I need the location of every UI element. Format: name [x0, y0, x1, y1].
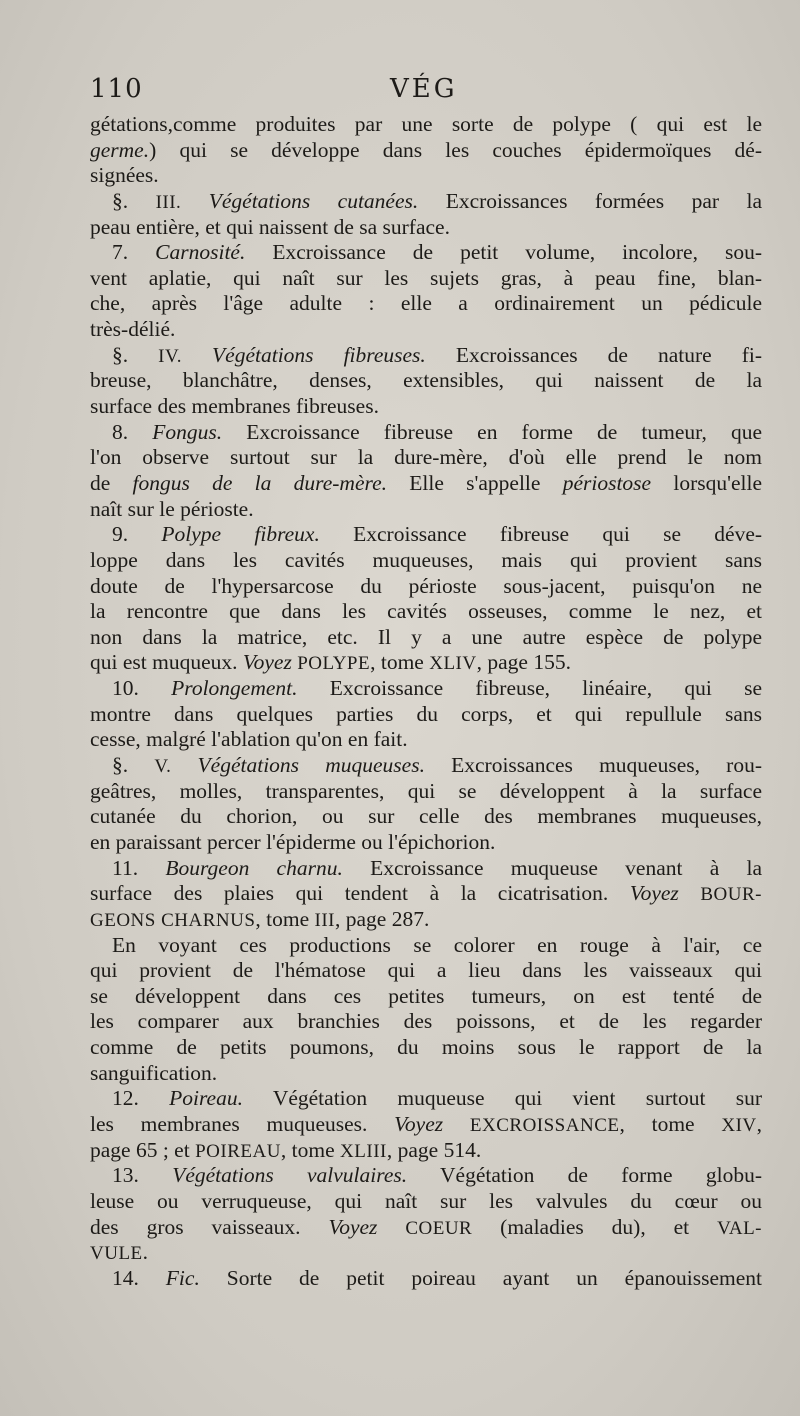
text-segment: Végétation de forme globu- [407, 1163, 762, 1188]
italic-text: Végétations muqueuses. [197, 753, 425, 778]
text-segment: 12. [112, 1086, 170, 1111]
text-segment: §. [112, 342, 159, 367]
small-caps-text: VULE [90, 1243, 143, 1265]
text-line [90, 138, 762, 164]
text-segment: , tome [370, 650, 430, 675]
text-segment: surface des membranes fibreuses. [90, 394, 379, 419]
text-line [90, 702, 762, 728]
text-line [90, 830, 762, 856]
text-segment: Elle s'appelle [387, 470, 563, 495]
text-line [90, 779, 762, 805]
text-line [90, 368, 762, 394]
italic-text: Végétations cutanées. [208, 188, 419, 213]
small-caps-text: IV. [158, 345, 183, 367]
running-head: VÉG [390, 74, 458, 104]
italic-text: Végétations valvulaires. [172, 1163, 408, 1188]
text-segment: cesse, malgré l'ablation qu'on en fait. [90, 727, 408, 752]
text-segment: Excroissances formées par la [418, 188, 762, 213]
text-segment: 9. [112, 522, 162, 547]
italic-text: Voyez [629, 881, 679, 906]
italic-text: germe. [90, 137, 150, 162]
text-line [90, 1035, 762, 1061]
text-line [90, 599, 762, 625]
text-line [90, 1112, 762, 1138]
text-segment: Végétation muqueuse qui vient surtout sur [242, 1086, 762, 1111]
italic-text: Végétations fibreuses. [212, 342, 426, 367]
text-segment: Excroissances de nature fi- [425, 342, 762, 367]
text-line [90, 112, 762, 138]
small-caps-text: VAL- [717, 1217, 762, 1239]
page-header [90, 74, 762, 110]
text-segment: cutanée du chorion, ou sur celle des membranes muqueuses, [90, 804, 762, 829]
text-segment: loppe dans les cavités muqueuses, mais qui provient sans [90, 547, 762, 572]
text-segment: §. [112, 753, 155, 778]
text-segment: che, après l'âge adulte : elle a ordinairement un pédicule [90, 291, 762, 316]
text-line [90, 1163, 762, 1189]
text-segment: de [90, 470, 133, 495]
text-line [90, 420, 762, 446]
text-line [90, 317, 762, 343]
text-segment: les comparer aux branchies des poissons, et de les regarder [90, 1009, 762, 1034]
italic-text: Fic. [165, 1265, 200, 1290]
text-segment: , tome [280, 1137, 341, 1162]
italic-text: Polype fibreux. [161, 522, 320, 547]
text-segment [181, 189, 208, 213]
italic-text: Fongus. [152, 419, 223, 444]
text-segment: Excroissance muqueuse venant à la [342, 855, 762, 880]
text-segment: signées. [90, 163, 159, 188]
text-segment: des gros vaisseaux. [90, 1214, 329, 1239]
text-segment: Excroissance fibreuse, linéaire, qui se [297, 676, 762, 701]
text-segment: leuse ou verruqueuse, qui naît sur les valvules du cœur ou [90, 1188, 762, 1213]
text-line [90, 189, 762, 215]
text-segment: comme de petits poumons, du moins sous le rapport de la [90, 1035, 762, 1060]
text-line [90, 215, 762, 241]
text-line [90, 291, 762, 317]
text-segment: Excroissance de petit volume, incolore, sou- [245, 240, 762, 265]
small-caps-text: III. [155, 191, 182, 213]
text-line [90, 676, 762, 702]
text-segment: En voyant ces productions se colorer en rouge à l'air, ce [112, 932, 762, 957]
italic-text: Voyez [242, 650, 292, 675]
text-line [90, 394, 762, 420]
text-line [90, 548, 762, 574]
text-line [90, 1240, 762, 1266]
text-segment: qui provient de l'hématose qui a lieu dans les vaisseaux qui [90, 958, 762, 983]
text-line [90, 343, 762, 369]
text-segment: les membranes muqueuses. [90, 1111, 395, 1136]
text-line [90, 266, 762, 292]
text-line [90, 958, 762, 984]
text-segment: 14. [112, 1265, 166, 1290]
italic-text: Carnosité. [155, 240, 246, 265]
text-segment: sanguification. [90, 1060, 218, 1085]
text-line [90, 907, 762, 933]
text-segment: Excroissance fibreuse qui se déve- [319, 522, 762, 547]
italic-text: Prolongement. [171, 676, 298, 701]
text-line [90, 1009, 762, 1035]
small-caps-text: XLIII [340, 1140, 387, 1162]
text-segment: page 65 ; et [90, 1137, 196, 1162]
text-segment: Excroissance fibreuse en forme de tumeur, que [222, 419, 762, 444]
text-segment: breuse, blanchâtre, denses, extensibles, qui naissent de la [90, 368, 762, 393]
text-segment: 11. [112, 855, 166, 880]
text-segment: en paraissant percer l'épiderme ou l'épichorion. [90, 829, 496, 854]
text-segment: non dans la matrice, etc. Il y a une autre espèce de polype [90, 624, 762, 649]
text-line [90, 522, 762, 548]
text-segment: l'on observe surtout sur la dure-mère, d'où elle prend le nom [90, 445, 762, 470]
text-line [90, 574, 762, 600]
text-segment: , page 287. [335, 906, 430, 931]
text-segment: qui est muqueux. [90, 650, 243, 675]
text-segment: , page 155. [476, 650, 571, 675]
italic-text: périostose [562, 470, 652, 495]
text-segment: très-délié. [90, 317, 176, 342]
text-line [90, 471, 762, 497]
small-caps-text: COEUR [405, 1217, 473, 1239]
text-segment: , tome [255, 906, 315, 931]
small-caps-text: V. [154, 756, 172, 778]
text-line [90, 984, 762, 1010]
italic-text: Poireau. [169, 1086, 243, 1111]
text-segment: Excroissances muqueuses, rou- [424, 753, 762, 778]
text-segment: . [142, 1240, 149, 1265]
text-segment: (maladies du), et [472, 1214, 718, 1239]
text-segment: 10. [112, 676, 172, 701]
italic-text: Voyez [328, 1214, 378, 1239]
small-caps-text: XIV [721, 1114, 757, 1136]
page-number: 110 [90, 74, 143, 104]
text-segment [443, 1112, 470, 1136]
text-segment: la rencontre que dans les cavités osseuses, comme le nez, et [90, 599, 762, 624]
small-caps-text: GEONS CHARNUS [90, 909, 256, 931]
text-line [90, 445, 762, 471]
text-segment [182, 343, 212, 367]
text-segment [679, 881, 701, 905]
text-segment: , tome [619, 1111, 722, 1136]
italic-text: fongus de la dure-mère. [132, 470, 387, 495]
text-line [90, 1266, 762, 1292]
small-caps-text: EXCROISSANCE [469, 1114, 620, 1136]
text-segment: gétations,comme produites par une sorte de polype ( qui est le [90, 112, 762, 136]
text-segment: se développent dans ces petites tumeurs, on est tenté de [90, 983, 762, 1008]
small-caps-text: XLIV [429, 653, 477, 675]
text-segment [377, 1215, 405, 1239]
text-segment: Sorte de petit poireau ayant un épanouissement [199, 1265, 762, 1290]
text-line [90, 1189, 762, 1215]
text-line [90, 856, 762, 882]
text-segment: §. [112, 188, 156, 213]
text-line [90, 881, 762, 907]
small-caps-text: BOUR- [700, 884, 762, 906]
text-segment: ) qui se développe dans les couches épidermoïques dé- [149, 137, 762, 162]
italic-text: Bourgeon charnu. [165, 855, 343, 880]
text-segment: peau entière, et qui naissent de sa surface. [90, 214, 450, 239]
text-line [90, 650, 762, 676]
text-line [90, 727, 762, 753]
text-segment: 13. [112, 1163, 173, 1188]
text-segment: , [756, 1111, 762, 1136]
text-segment: lorsqu'elle [651, 470, 762, 495]
text-segment: 7. [112, 240, 156, 265]
small-caps-text: III [314, 909, 335, 931]
text-line [90, 1215, 762, 1241]
text-line [90, 753, 762, 779]
italic-text: Voyez [394, 1111, 444, 1136]
text-line [90, 1138, 762, 1164]
text-line [90, 497, 762, 523]
text-line [90, 804, 762, 830]
text-line [90, 1086, 762, 1112]
small-caps-text: POLYPE [297, 653, 371, 675]
text-segment: , page 514. [386, 1137, 482, 1162]
text-segment: geâtres, molles, transparentes, qui se développent à la surface [90, 778, 762, 803]
text-segment: montre dans quelques parties du corps, et qui repullule sans [90, 701, 762, 726]
small-caps-text: POIREAU [195, 1140, 281, 1162]
text-segment: surface des plaies qui tendent à la cicatrisation. [90, 881, 630, 906]
text-line [90, 933, 762, 959]
text-line [90, 625, 762, 651]
text-line [90, 163, 762, 189]
text-segment: doute de l'hypersarcose du périoste sous-jacent, puisqu'on ne [90, 573, 762, 598]
text-segment: naît sur le périoste. [90, 496, 254, 521]
text-segment [171, 753, 197, 777]
text-segment: vent aplatie, qui naît sur les sujets gras, à peau fine, blan- [90, 265, 762, 290]
text-line [90, 240, 762, 266]
page-body-text [90, 112, 762, 1291]
text-segment: 8. [112, 419, 153, 444]
text-line [90, 1061, 762, 1087]
